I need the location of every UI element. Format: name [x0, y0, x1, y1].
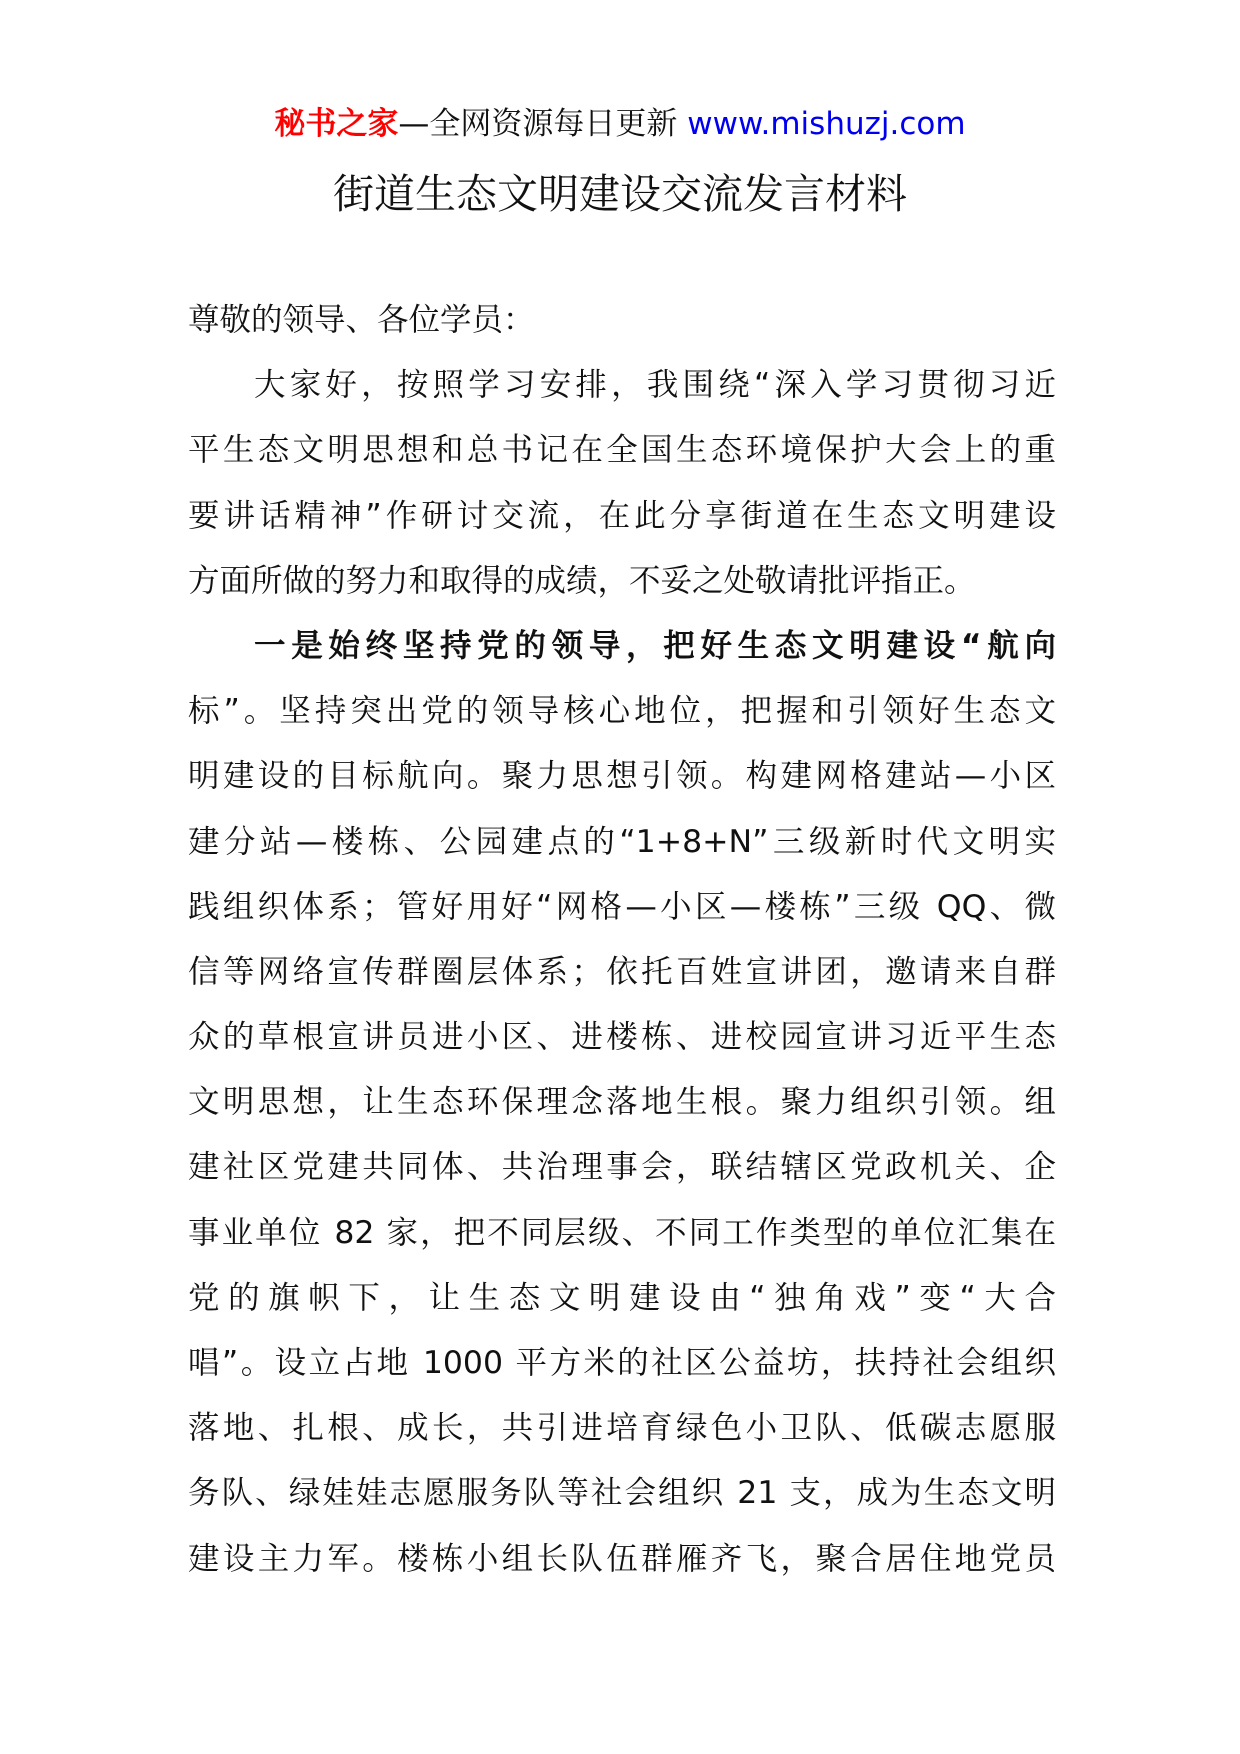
document-body — [188, 288, 1056, 1592]
paragraph-line: 建社区党建共同体、共治理事会，联结辖区党政机关、企 — [188, 1149, 1056, 1186]
paragraph-line: 方面所做的努力和取得的成绩，不妥之处敬请批评指正。 — [188, 562, 976, 599]
paragraph-line: 标”。坚持突出党的领导核心地位，把握和引领好生态文 — [188, 693, 1056, 730]
paragraph-line: 建分站—楼栋、公园建点的“1+8+N”三级新时代文明实 — [188, 823, 1056, 860]
paragraph-line: 明建设的目标航向。聚力思想引领。构建网格建站—小区 — [188, 758, 1056, 795]
paragraph-line: 事业单位 82 家，把不同层级、不同工作类型的单位汇集在 — [188, 1214, 1056, 1251]
paragraph-line: 众的草根宣讲员进小区、进楼栋、进校园宣讲习近平生态 — [188, 1019, 1056, 1056]
salutation: 尊敬的领导、各位学员： — [188, 302, 535, 338]
paragraph-line: 唱”。设立占地 1000 平方米的社区公益坊，扶持社会组织 — [188, 1345, 1056, 1381]
paragraph-line: 务队、绿娃娃志愿服务队等社会组织 21 支，成为生态文明 — [188, 1475, 1056, 1512]
paragraph-line: 党的旗帜下，让生态文明建设由“独角戏”变“大合 — [188, 1279, 1056, 1316]
paragraph-line: 要讲话精神”作研讨交流，在此分享街道在生态文明建设 — [188, 497, 1056, 534]
paragraph-line: 文明思想，让生态环保理念落地生根。聚力组织引领。组 — [188, 1084, 1056, 1121]
paragraph-line: 大家好，按照学习安排，我围绕“深入学习贯彻习近 — [254, 367, 1056, 404]
paragraph-line: 践组织体系；管好用好“网格—小区—楼栋”三级 QQ、微 — [188, 888, 1056, 925]
section-heading-line: 一是始终坚持党的领导，把好生态文明建设“航向 — [254, 627, 1056, 664]
paragraph-line: 平生态文明思想和总书记在全国生态环境保护大会上的重 — [188, 432, 1056, 469]
paragraph-line: 信等网络宣传群圈层体系；依托百姓宣讲团，邀请来自群 — [188, 953, 1056, 990]
site-header-banner — [0, 102, 1240, 146]
site-name: 秘书之家 — [274, 106, 399, 142]
paragraph-line: 落地、扎根、成长，共引进培育绿色小卫队、低碳志愿服 — [188, 1410, 1056, 1447]
document-title: 街道生态文明建设交流发言材料 — [333, 170, 907, 218]
site-url-link[interactable]: www.mishuzj.com — [687, 106, 966, 142]
site-tagline: —全网资源每日更新 — [398, 106, 678, 142]
paragraph-line: 建设主力军。楼栋小组长队伍群雁齐飞，聚合居住地党员 — [188, 1540, 1056, 1577]
